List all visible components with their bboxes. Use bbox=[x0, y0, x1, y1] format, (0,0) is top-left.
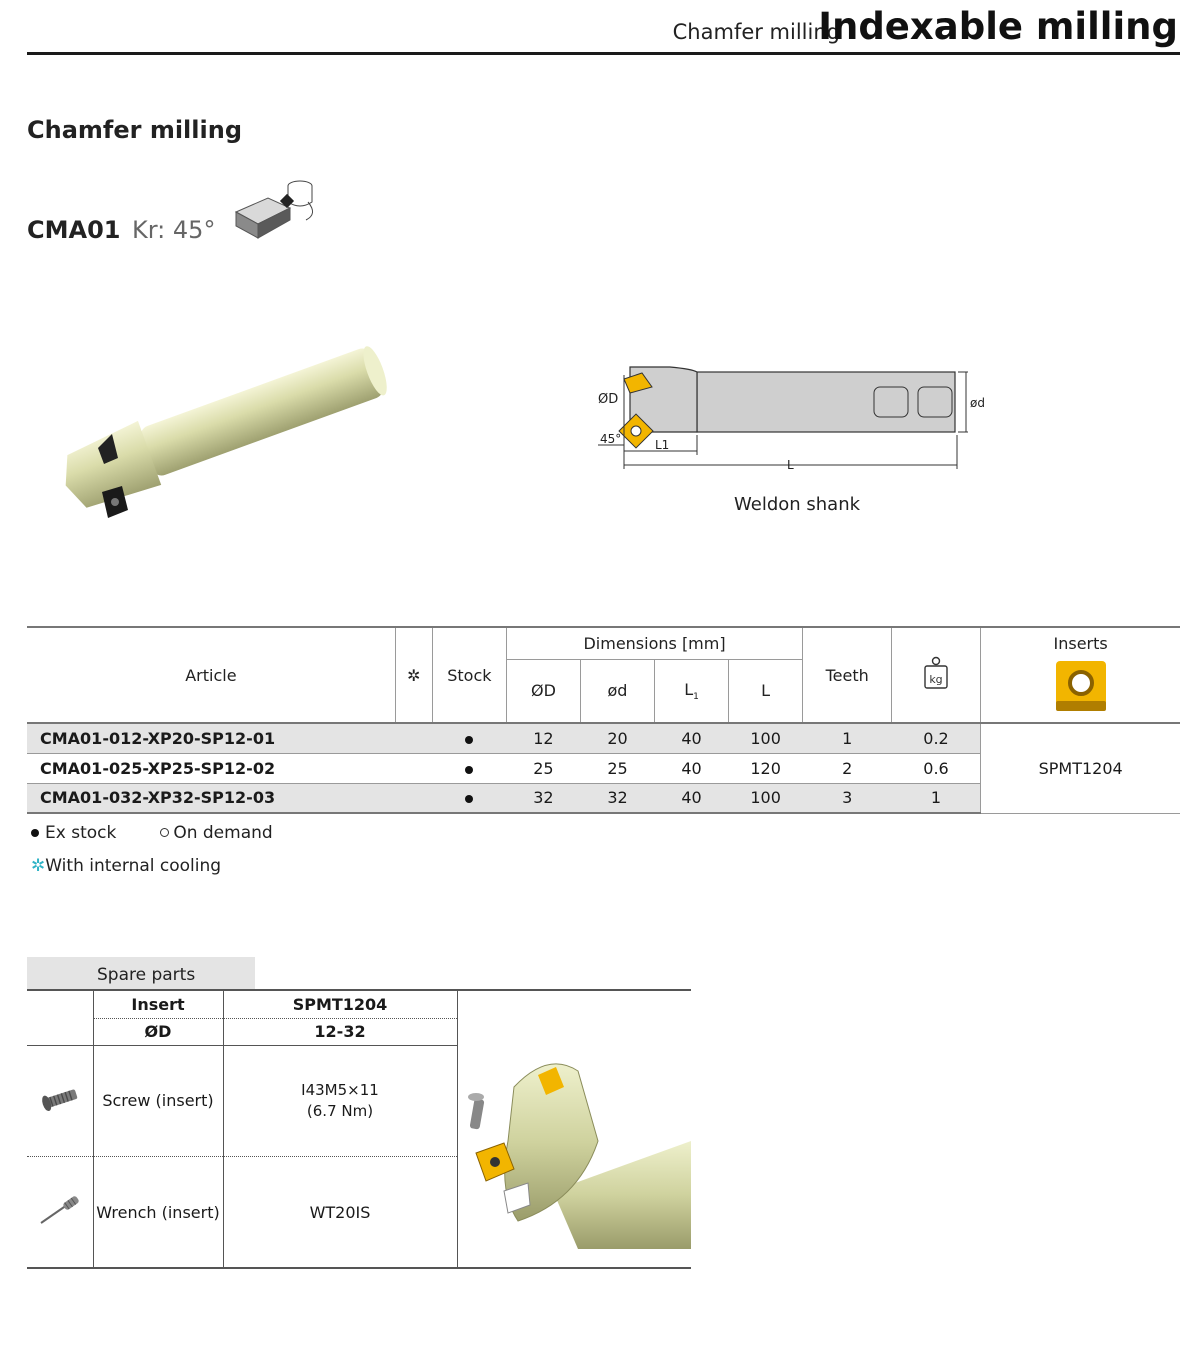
col-L1: $L_1$ bbox=[655, 659, 729, 723]
assembly-image bbox=[458, 991, 691, 1263]
stock-dot bbox=[465, 766, 473, 774]
L-cell: 100 bbox=[729, 723, 803, 753]
article-cell: CMA01-025-XP25-SP12-02 bbox=[27, 753, 395, 783]
L-cell: 100 bbox=[729, 783, 803, 813]
d-cell: 20 bbox=[580, 723, 654, 753]
header-rule bbox=[27, 52, 1180, 55]
label-d: ød bbox=[970, 396, 985, 410]
col-teeth: Teeth bbox=[803, 627, 892, 723]
article-cell: CMA01-012-XP20-SP12-01 bbox=[27, 723, 395, 753]
header-title: Indexable milling bbox=[818, 5, 1178, 48]
D-cell: 12 bbox=[506, 723, 580, 753]
weight-icon bbox=[923, 656, 949, 690]
section-title: Chamfer milling bbox=[27, 116, 242, 144]
stock-legend bbox=[31, 823, 273, 843]
teeth-cell: 3 bbox=[803, 783, 892, 813]
ex-stock-label: Ex stock bbox=[45, 823, 117, 843]
cooling-label: With internal cooling bbox=[45, 856, 222, 876]
wrench-icon bbox=[37, 1193, 83, 1227]
on-demand-dot bbox=[160, 828, 169, 837]
screw-value bbox=[223, 1045, 457, 1156]
insert-icon bbox=[1054, 659, 1108, 713]
L-cell: 120 bbox=[729, 753, 803, 783]
col-D: ØD bbox=[506, 659, 580, 723]
stock-dot bbox=[465, 736, 473, 744]
teeth-cell: 2 bbox=[803, 753, 892, 783]
on-demand-label: On demand bbox=[173, 823, 273, 843]
weldon-shank-caption: Weldon shank bbox=[734, 494, 861, 515]
spare-parts-table bbox=[27, 989, 691, 1269]
label-L: L bbox=[787, 458, 794, 472]
col-d: ød bbox=[580, 659, 654, 723]
label-angle: 45° bbox=[600, 432, 622, 446]
D-cell: 25 bbox=[506, 753, 580, 783]
label-D: ØD bbox=[598, 392, 619, 407]
tool-3d-image bbox=[50, 330, 400, 540]
model-code: CMA01 bbox=[27, 216, 121, 244]
D-cell: 32 bbox=[506, 783, 580, 813]
tool-technical-drawing bbox=[590, 355, 1000, 490]
L1-cell: 40 bbox=[655, 723, 729, 753]
screw-code: I43M5×11 bbox=[301, 1080, 379, 1099]
spare-parts-title: Spare parts bbox=[27, 957, 255, 989]
weight-cell: 0.2 bbox=[892, 723, 981, 753]
d-cell: 25 bbox=[580, 753, 654, 783]
svg-text:kg: kg bbox=[929, 673, 943, 686]
wrench-value: WT20IS bbox=[223, 1157, 457, 1268]
product-table bbox=[27, 626, 1180, 814]
table-row bbox=[27, 723, 1180, 753]
col-L: L bbox=[729, 659, 803, 723]
insert-cell: SPMT1204 bbox=[981, 723, 1180, 813]
chamfer-operation-icon bbox=[228, 176, 318, 246]
d-label: ØD bbox=[93, 1019, 223, 1046]
header-subtitle: Chamfer milling bbox=[672, 20, 840, 44]
wrench-label: Wrench (insert) bbox=[93, 1157, 223, 1268]
screw-icon bbox=[39, 1084, 81, 1114]
cooling-icon: ✲ bbox=[31, 856, 46, 876]
teeth-cell: 1 bbox=[803, 723, 892, 753]
cooling-legend bbox=[31, 856, 221, 876]
insert-label: Insert bbox=[93, 990, 223, 1019]
d-cell: 32 bbox=[580, 783, 654, 813]
weight-cell: 1 bbox=[892, 783, 981, 813]
col-article: Article bbox=[27, 627, 395, 723]
col-stock: Stock bbox=[432, 627, 506, 723]
ex-stock-dot bbox=[31, 829, 39, 837]
col-weight bbox=[892, 627, 981, 723]
screw-torque: (6.7 Nm) bbox=[306, 1101, 374, 1120]
screw-label: Screw (insert) bbox=[93, 1045, 223, 1156]
model-kr: Kr: 45° bbox=[132, 216, 216, 244]
col-inserts bbox=[981, 627, 1180, 723]
weight-cell: 0.6 bbox=[892, 753, 981, 783]
L1-cell: 40 bbox=[655, 783, 729, 813]
col-dimensions: Dimensions [mm] bbox=[506, 627, 802, 659]
spare-parts-image bbox=[457, 990, 691, 1268]
col-cooling-icon: ✲ bbox=[395, 627, 432, 723]
label-L1: L1 bbox=[655, 438, 670, 452]
article-cell: CMA01-032-XP32-SP12-03 bbox=[27, 783, 395, 813]
inserts-label: Inserts bbox=[1053, 633, 1108, 653]
insert-value: SPMT1204 bbox=[223, 990, 457, 1019]
d-value: 12-32 bbox=[223, 1019, 457, 1046]
stock-dot bbox=[465, 795, 473, 803]
L1-cell: 40 bbox=[655, 753, 729, 783]
